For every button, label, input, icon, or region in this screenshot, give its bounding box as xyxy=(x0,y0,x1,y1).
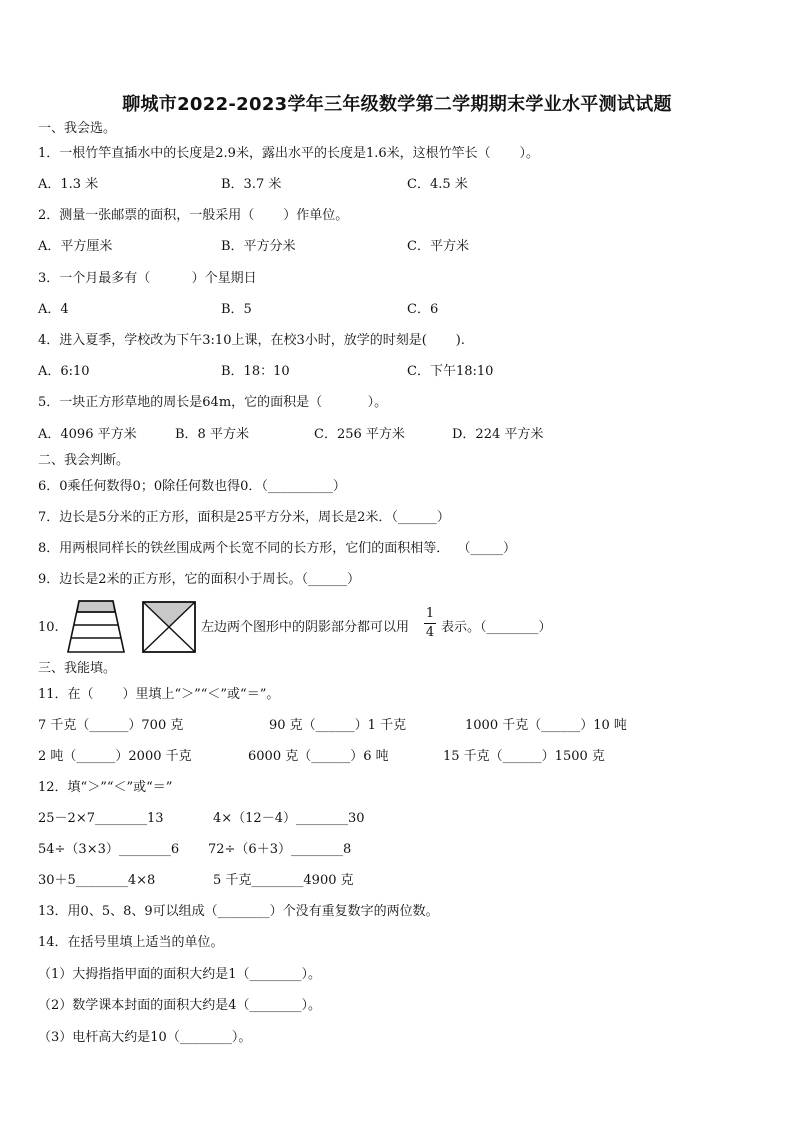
question-2-option-a: A．平方厘米 xyxy=(38,239,113,254)
question-14-part-2: （2）数学课本封面的面积大约是4（________）。 xyxy=(38,998,322,1013)
question-4-option-c: C．下午18:10 xyxy=(407,364,494,379)
question-5-option-a: A．4096 平方米 xyxy=(38,427,137,442)
question-10-number: 10. xyxy=(38,620,59,635)
question-9: 9．边长是2米的正方形，它的面积小于周长。（______） xyxy=(38,572,361,587)
fraction-bar xyxy=(424,623,436,624)
trapezoid-shaded-part xyxy=(77,601,115,612)
question-14-stem: 14．在括号里填上适当的单位。 xyxy=(38,935,224,950)
question-2-option-b: B．平方分米 xyxy=(221,239,296,254)
fraction-one-quarter xyxy=(424,607,436,640)
question-1-option-a: A．1.3 米 xyxy=(38,177,99,192)
question-11-item: 2 吨（______）2000 千克 xyxy=(38,749,192,764)
question-11-item: 7 千克（______）700 克 xyxy=(38,718,184,733)
question-11-item: 1000 千克（______）10 吨 xyxy=(465,718,627,733)
question-10-text: 左边两个图形中的阴影部分都可以用 xyxy=(201,620,410,635)
question-3-option-b: B．5 xyxy=(221,302,252,317)
page-title: 聊城市2022-2023学年三年级数学第二学期期末学业水平测试试题 xyxy=(122,94,672,115)
question-2-option-c: C．平方米 xyxy=(407,239,469,254)
question-11-item: 90 克（______）1 千克 xyxy=(269,718,407,733)
question-1-option-b: B．3.7 米 xyxy=(221,177,282,192)
question-12-item: 25－2×7________13 xyxy=(38,811,164,826)
question-3-stem: 3．一个月最多有（ ）个星期日 xyxy=(38,271,257,286)
trapezoid-figure xyxy=(66,600,126,654)
question-5-option-c: C．256 平方米 xyxy=(314,427,405,442)
section-heading-fill: 三、我能填。 xyxy=(38,661,117,676)
question-4-stem: 4．进入夏季，学校改为下午3:10上课，在校3小时，放学的时刻是( ). xyxy=(38,333,465,348)
question-14-part-1: （1）大拇指指甲面的面积大约是1（________）。 xyxy=(38,967,322,982)
square-figure xyxy=(141,600,197,654)
section-heading-choice: 一、我会选。 xyxy=(38,121,117,136)
question-12-item: 30＋5________4×8 xyxy=(38,873,156,888)
square-shaded-part xyxy=(143,602,195,627)
question-12-item: 54÷（3×3）________6 xyxy=(38,842,180,857)
fraction-numerator: 1 xyxy=(425,606,435,621)
question-8: 8．用两根同样长的铁丝围成两个长宽不同的长方形，它们的面积相等． （_____） xyxy=(38,541,517,556)
question-4-option-a: A．6:10 xyxy=(38,364,90,379)
question-7: 7．边长是5分米的正方形，面积是25平方分米，周长是2米．（______） xyxy=(38,510,450,525)
question-5-option-d: D．224 平方米 xyxy=(452,427,544,442)
question-5-stem: 5．一块正方形草地的周长是64m，它的面积是（ ）。 xyxy=(38,395,388,410)
question-3-option-a: A．4 xyxy=(38,302,69,317)
question-12-stem: 12．填“＞”“＜”或“＝” xyxy=(38,780,173,795)
section-heading-judge: 二、我会判断。 xyxy=(38,453,130,468)
question-1-stem: 1．一根竹竿直插水中的长度是2.9米，露出水平的长度是1.6米，这根竹竿长（ ）。 xyxy=(38,146,540,161)
question-11-stem: 11．在（ ）里填上“＞”“＜”或“＝”。 xyxy=(38,687,280,702)
question-12-item: 72÷（6＋3）________8 xyxy=(208,842,352,857)
question-14-part-3: （3）电杆高大约是10（________）。 xyxy=(38,1030,252,1045)
question-3-option-c: C．6 xyxy=(407,302,439,317)
question-2-stem: 2．测量一张邮票的面积，一般采用（ ）作单位。 xyxy=(38,208,349,223)
question-10-answer: 表示。（________） xyxy=(441,620,552,635)
question-13: 13．用0、5、8、9可以组成（________）个没有重复数字的两位数。 xyxy=(38,904,439,919)
question-1-option-c: C．4.5 米 xyxy=(407,177,468,192)
question-11-item: 15 千克（______）1500 克 xyxy=(443,749,605,764)
question-12-item: 4×（12－4）________30 xyxy=(213,811,365,826)
fraction-denominator: 4 xyxy=(425,625,435,640)
question-4-option-b: B．18：10 xyxy=(221,364,290,379)
question-6: 6．0乘任何数得0；0除任何数也得0．（__________） xyxy=(38,479,346,494)
question-12-item: 5 千克________4900 克 xyxy=(213,873,354,888)
question-5-option-b: B．8 平方米 xyxy=(175,427,249,442)
question-11-item: 6000 克（______）6 吨 xyxy=(248,749,389,764)
